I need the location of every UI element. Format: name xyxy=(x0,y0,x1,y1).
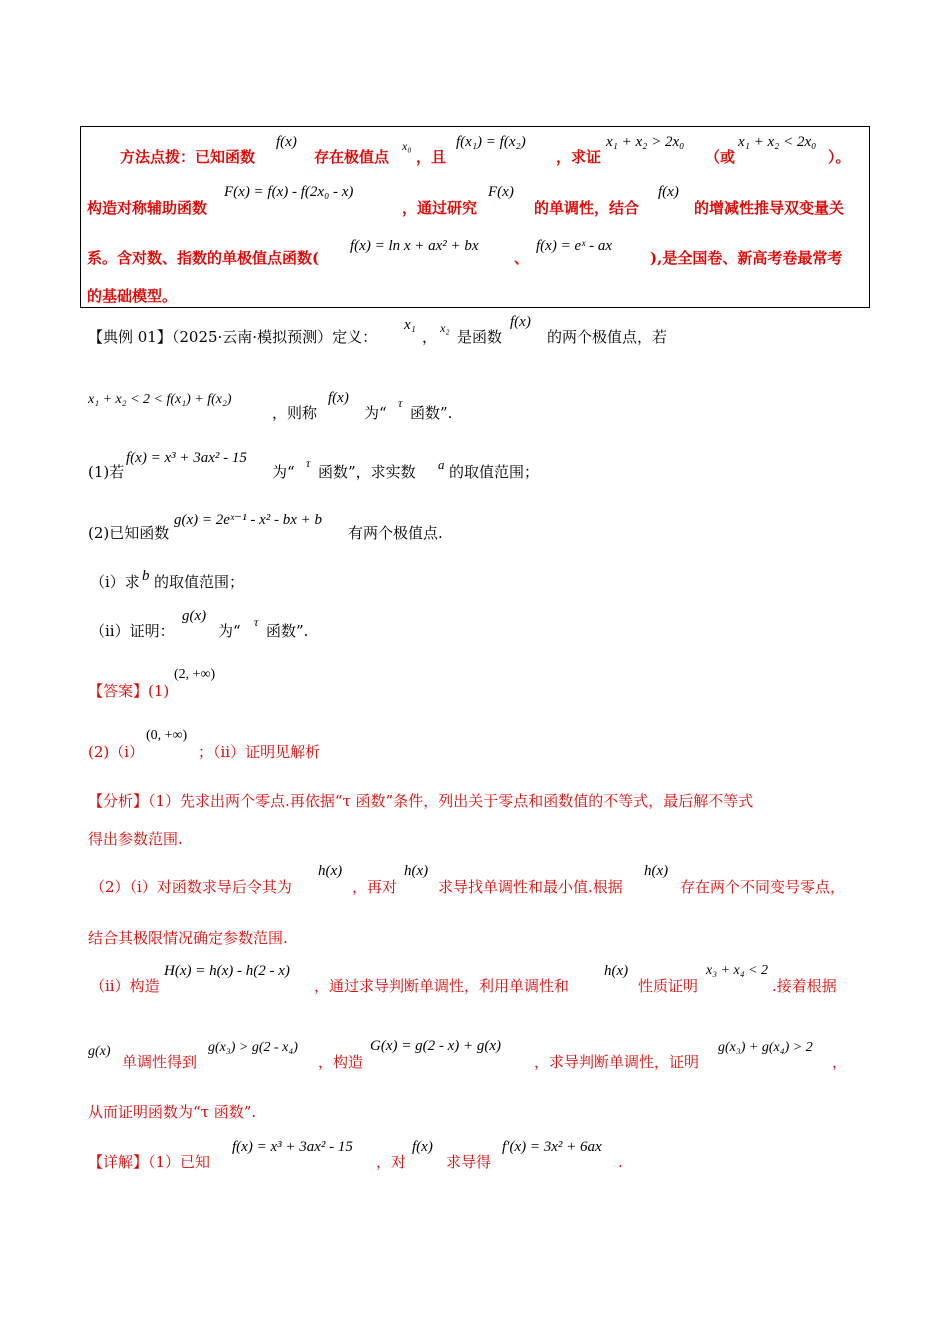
formula-det-fprime: f′(x) = 3x² + 6ax xyxy=(502,1139,602,1155)
analysis-p1: 【分析】（1）先求出两个零点.再依据“τ 函数”条件，列出关于零点和函数值的不等式，最后解不等式 xyxy=(88,792,754,810)
q1-label: (1)若 xyxy=(88,463,125,481)
analysis-p5-b: ，通过求导判断单调性，利用单调性和 xyxy=(314,977,570,995)
formula-q1-f: f(x) = x³ + 3ax² - 15 xyxy=(126,450,247,466)
formula-ineq2: x₁ + x₂ < 2x₀ xyxy=(738,134,817,150)
formula-f-exp: f(x) = eˣ - ax xyxy=(536,238,612,254)
formula-x1: x₁ xyxy=(404,317,416,333)
box-line2-text-c: 的单调性，结合 xyxy=(534,199,640,217)
formula-eq: f(x₁) = f(x₂) xyxy=(456,134,526,150)
analysis-p3-c: 求导找单调性和最小值.根据 xyxy=(438,878,623,896)
formula-fx-4: f(x) xyxy=(328,390,349,406)
example-sep: ， xyxy=(422,328,438,346)
formula-H-def: H(x) = h(x) - h(2 - x) xyxy=(164,963,290,979)
formula-F-def: F(x) = f(x) - f(2x₀ - x) xyxy=(224,184,354,200)
example-text-as: 为“ xyxy=(364,404,387,422)
formula-hx-4: h(x) xyxy=(604,963,629,979)
q1-text-c: 函数”，求实数 xyxy=(318,463,416,481)
analysis-p4: 结合其极限情况确定参数范围. xyxy=(88,929,288,947)
formula-interval-1: (2, +∞) xyxy=(174,667,216,682)
q1-text-d: 的取值范围； xyxy=(449,463,540,481)
formula-tau-cond: x₁ + x₂ < 2 < f(x₁) + f(x₂) xyxy=(88,392,232,407)
formula-hx-2: h(x) xyxy=(404,863,429,879)
formula-gx-2: g(x) xyxy=(88,1044,111,1059)
box-line1-text-a: 方法点拨：已知函数 xyxy=(120,148,256,166)
formula-tau: τ xyxy=(398,396,403,410)
formula-fx-3: f(x) xyxy=(510,314,531,330)
answer-2-label: (2)（i） xyxy=(88,743,145,761)
box-line1-text-c: ，且 xyxy=(416,148,447,166)
formula-fx-2: f(x) xyxy=(658,184,679,200)
q2-label: (2)已知函数 xyxy=(88,524,170,542)
q2i-text-b: 的取值范围； xyxy=(154,573,245,591)
example-text-then: ，则称 xyxy=(272,404,318,422)
formula-g-sum: g(x₃) + g(x₄) > 2 xyxy=(718,1040,813,1055)
formula-tau-2: τ xyxy=(306,456,311,470)
box-line3-text-b: 、 xyxy=(514,249,530,267)
formula-gx: g(x) xyxy=(182,608,207,624)
detail-text-b: ，对 xyxy=(376,1153,407,1171)
box-line1-text-f: ）。 xyxy=(828,148,851,166)
analysis-p3-d: 存在两个不同变号零点， xyxy=(680,878,846,896)
formula-fx: f(x) xyxy=(276,134,297,150)
formula-hx-1: h(x) xyxy=(318,863,343,879)
formula-tau-3: τ xyxy=(254,615,259,629)
detail-label: 【详解】（1）已知 xyxy=(88,1153,211,1171)
formula-x0: x₀ xyxy=(402,139,412,153)
formula-det-f: f(x) = x³ + 3ax² - 15 xyxy=(232,1139,353,1155)
analysis-p5-d: .接着根据 xyxy=(772,977,837,995)
analysis-p6-c: ，求导判断单调性，证明 xyxy=(534,1053,700,1071)
formula-ineq1: x₁ + x₂ > 2x₀ xyxy=(606,134,685,150)
formula-G-def: G(x) = g(2 - x) + g(x) xyxy=(370,1038,502,1054)
analysis-p5-c: 性质证明 xyxy=(638,977,699,995)
formula-a: a xyxy=(438,457,445,472)
q2-text-b: 有两个极值点. xyxy=(348,524,443,542)
formula-x3x4: x₃ + x₄ < 2 xyxy=(706,963,769,978)
analysis-p3-a: （2）（i）对函数求导后令其为 xyxy=(90,878,292,896)
detail-text-d: . xyxy=(618,1153,623,1171)
formula-interval-2: (0, +∞) xyxy=(146,728,188,743)
analysis-p6-d: ， xyxy=(832,1053,848,1071)
formula-hx-3: h(x) xyxy=(644,863,669,879)
analysis-p7: 从而证明函数为“τ 函数”. xyxy=(88,1103,257,1121)
example-text-func: 函数”. xyxy=(410,404,453,422)
box-line2-text-d: 的增减性推导双变量关 xyxy=(694,199,845,217)
analysis-p3-b: ，再对 xyxy=(352,878,398,896)
q2ii-label: （ii）证明： xyxy=(90,622,175,640)
formula-det-fx: f(x) xyxy=(412,1139,433,1155)
box-line1-text-d: ，求证 xyxy=(556,148,602,166)
formula-Fx: F(x) xyxy=(488,184,514,200)
formula-f-log: f(x) = ln x + ax² + bx xyxy=(350,238,479,254)
q2ii-text-c: 函数”. xyxy=(266,622,309,640)
q2i-label: （i）求 xyxy=(90,573,140,591)
q1-text-b: 为“ xyxy=(272,463,295,481)
example-text-b: 是函数 xyxy=(457,328,503,346)
formula-q2-g: g(x) = 2eˣ⁻¹ - x² - bx + b xyxy=(174,512,323,528)
formula-g-ineq: g(x₃) > g(2 - x₄) xyxy=(208,1040,298,1055)
answer-2-text: ；（ii）证明见解析 xyxy=(198,743,321,761)
box-line1-text-e: （或 xyxy=(705,148,736,166)
example-text-c: 的两个极值点，若 xyxy=(547,328,668,346)
box-line3-text-c: ),是全国卷、新高考卷最常考 xyxy=(650,249,843,267)
formula-b: b xyxy=(142,568,150,584)
answer-label: 【答案】(1) xyxy=(88,682,170,700)
box-line1-text-b: 存在极值点 xyxy=(314,148,390,166)
analysis-p6-b: ，构造 xyxy=(318,1053,364,1071)
box-line2-text-b: ，通过研究 xyxy=(402,199,478,217)
analysis-p5-a: （ii）构造 xyxy=(90,977,160,995)
box-line3-text-a: 系。含对数、指数的单极值点函数( xyxy=(87,249,320,267)
q2ii-text-b: 为“ xyxy=(218,622,241,640)
analysis-p2: 得出参数范围. xyxy=(88,830,183,848)
analysis-p6-a: 单调性得到 xyxy=(122,1053,198,1071)
detail-text-c: 求导得 xyxy=(446,1153,492,1171)
example-heading: 【典例 01】（2025·云南·模拟预测）定义： xyxy=(88,328,378,346)
box-line4-text: 的基础模型。 xyxy=(87,287,178,305)
box-line2-text-a: 构造对称辅助函数 xyxy=(87,199,208,217)
formula-x2: x₂ xyxy=(440,321,450,335)
